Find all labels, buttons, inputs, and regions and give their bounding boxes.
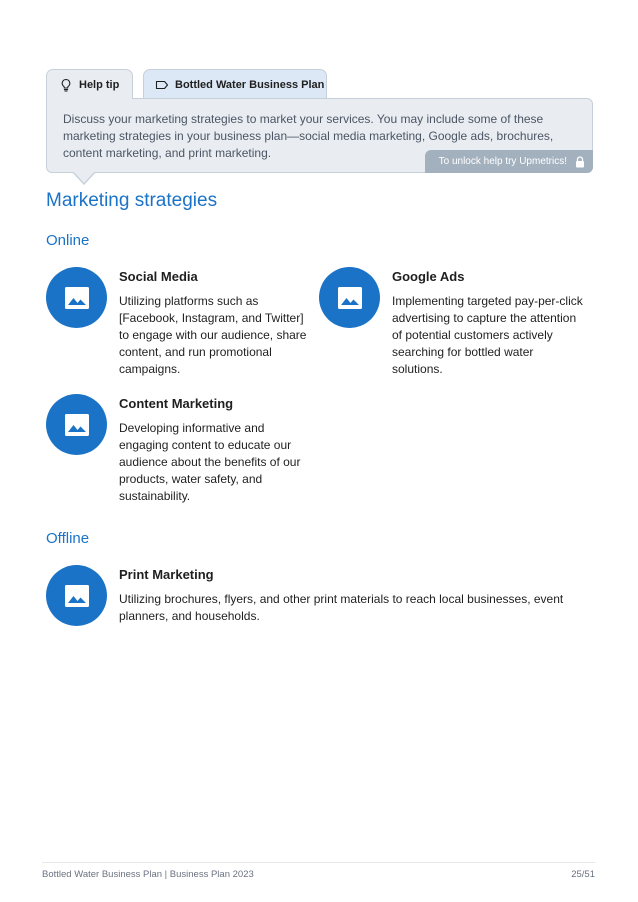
unlock-help-label: To unlock help try Upmetrics! [438,156,567,167]
strategy-description: Utilizing platforms such as [Facebook, Instagram, and Twitter] to engage with our audience, share content, and run promotional campaigns. [119,294,307,376]
strategy-description: Utilizing brochures, flyers, and other print materials to reach local businesses, event planners, and households. [119,592,564,623]
image-icon [46,565,107,626]
help-tip-text: Discuss your marketing strategies to market your services. You may include some of these marketing strategies in your business plan—social media marketing, Google ads, brochures, content marketing, and print marketing. [63,112,554,160]
lightbulb-icon [59,78,73,92]
help-tip-pointer [72,172,96,185]
tab-business-plan-label: Bottled Water Business Plan [175,78,325,91]
image-icon [319,267,380,328]
tab-help-tip-label: Help tip [79,78,120,91]
strategy-title: Content Marketing [119,396,234,411]
strategy-title: Print Marketing [119,567,214,582]
footer-page-number: 25/51 [571,869,595,880]
unlock-help-button[interactable] [425,150,593,173]
online-title: Online [46,232,90,249]
strategy-title: Social Media [119,269,198,284]
lock-icon [575,156,585,168]
strategy-description: Implementing targeted pay-per-click advertising to capture the attention of potential customers actively searching for bottled water solutions. [392,294,583,376]
offline-title: Offline [46,530,90,547]
image-icon [46,394,107,455]
footer-document-title: Bottled Water Business Plan | Business Plan 2023 [42,869,254,880]
help-tip-panel [46,98,593,173]
tab-business-plan[interactable] [143,69,327,99]
strategy-title: Google Ads [392,269,465,284]
footer-divider [42,862,595,863]
section-title: Marketing strategies [46,190,218,211]
strategy-description: Developing informative and engaging content to educate our audience about the benefits of our products, water safety, and sustainability. [119,421,301,503]
tab-help-tip[interactable] [46,69,133,99]
tag-icon [155,78,169,92]
image-icon [46,267,107,328]
